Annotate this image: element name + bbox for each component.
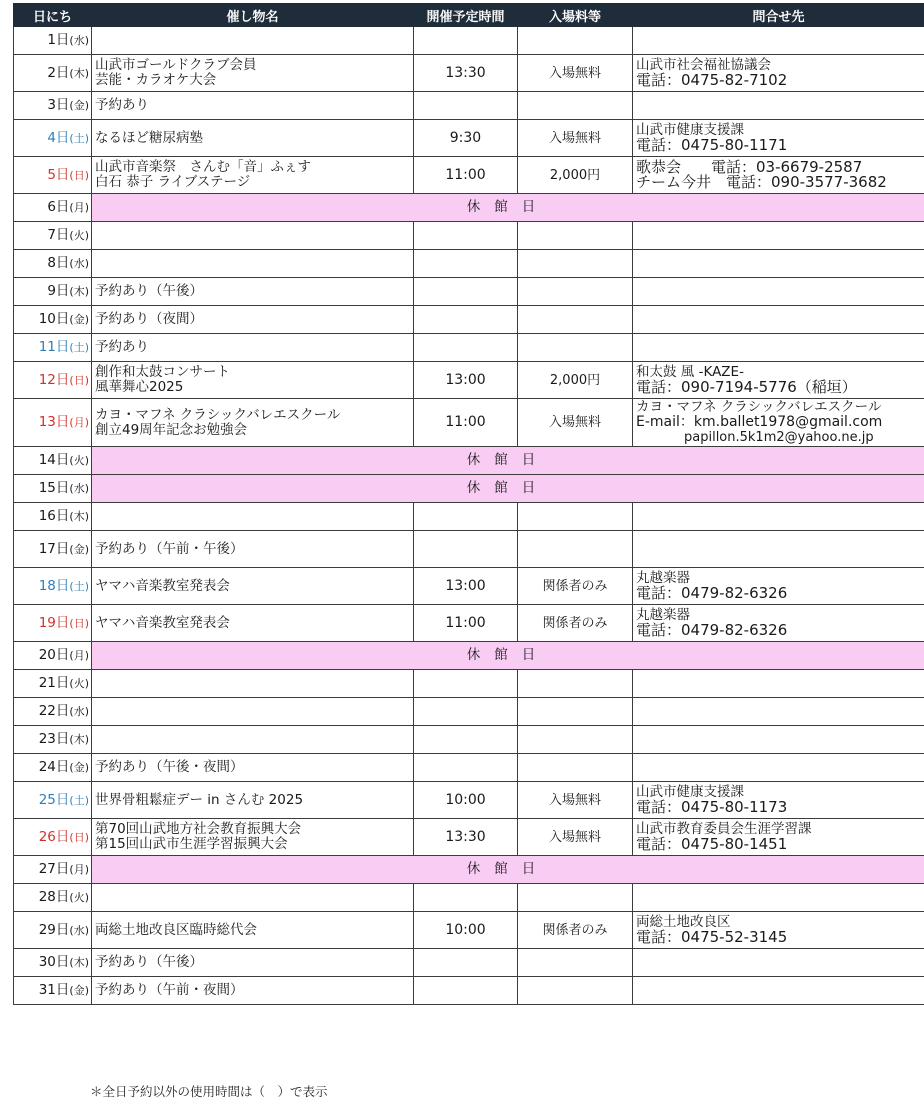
table-row bbox=[14, 334, 924, 362]
day-cell bbox=[14, 278, 92, 306]
event-cell bbox=[92, 250, 414, 278]
weekday-label: (月) bbox=[69, 649, 89, 662]
weekday-label: (水) bbox=[69, 34, 89, 47]
time-cell bbox=[414, 503, 518, 531]
weekday-label: (水) bbox=[69, 923, 89, 937]
table-row bbox=[14, 642, 924, 670]
event-cell bbox=[92, 222, 414, 250]
day-cell bbox=[14, 568, 92, 605]
fee-cell: 関係者のみ bbox=[518, 912, 633, 949]
event-cell bbox=[92, 503, 414, 531]
day-number: 10日 bbox=[38, 311, 70, 327]
event-cell bbox=[92, 726, 414, 754]
time-cell bbox=[414, 250, 518, 278]
weekday-label: (土) bbox=[69, 793, 89, 807]
contact-cell bbox=[633, 782, 924, 819]
event-cell bbox=[92, 157, 414, 194]
day-number: 22日 bbox=[38, 703, 70, 719]
day-number: 24日 bbox=[38, 759, 70, 775]
header-fee: 入場料等 bbox=[518, 4, 633, 27]
event-subtitle: 白石 恭子 ライブステージ bbox=[95, 174, 251, 190]
weekday-label: (火) bbox=[69, 677, 89, 690]
day-number: 13日 bbox=[38, 414, 70, 430]
table-row bbox=[14, 278, 924, 306]
header-event: 催し物名 bbox=[92, 4, 414, 27]
event-cell bbox=[92, 92, 414, 120]
table-row bbox=[14, 447, 924, 475]
event-name: 予約あり bbox=[95, 97, 149, 113]
event-subtitle: 芸能・カラオケ大会 bbox=[95, 72, 217, 88]
table-row bbox=[14, 157, 924, 194]
fee-cell bbox=[518, 92, 633, 120]
event-subtitle: 創立49周年記念お勉強会 bbox=[95, 421, 248, 438]
contact-cell bbox=[633, 568, 924, 605]
time-cell: 10:00 bbox=[414, 912, 518, 949]
schedule-container bbox=[13, 3, 924, 1005]
fee-cell bbox=[518, 306, 633, 334]
time-cell bbox=[414, 754, 518, 782]
event-cell bbox=[92, 949, 414, 977]
weekday-label: (土) bbox=[69, 579, 89, 593]
fee-cell: 入場無料 bbox=[518, 120, 633, 157]
event-cell bbox=[92, 362, 414, 399]
contact-organization: カヨ・マフネ クラシックバレエスクール bbox=[636, 399, 882, 415]
day-number: 26日 bbox=[38, 828, 70, 845]
contact-detail: 電話：0479-82-6326 bbox=[636, 584, 788, 602]
time-cell: 11:00 bbox=[414, 157, 518, 194]
day-cell bbox=[14, 884, 92, 912]
contact-detail: 電話：0475-82-7102 bbox=[636, 71, 788, 89]
event-cell bbox=[92, 568, 414, 605]
day-cell bbox=[14, 912, 92, 949]
time-cell bbox=[414, 306, 518, 334]
fee-cell bbox=[518, 977, 633, 1005]
day-number: 23日 bbox=[38, 731, 70, 747]
event-schedule-table bbox=[13, 3, 924, 1005]
weekday-label: (日) bbox=[69, 830, 89, 844]
event-name: 予約あり（夜間） bbox=[95, 311, 203, 327]
day-number: 28日 bbox=[38, 889, 70, 905]
event-cell bbox=[92, 120, 414, 157]
event-cell bbox=[92, 698, 414, 726]
fee-cell bbox=[518, 250, 633, 278]
contact-cell bbox=[633, 726, 924, 754]
weekday-label: (水) bbox=[69, 482, 89, 495]
weekday-label: (日) bbox=[69, 373, 89, 387]
day-cell bbox=[14, 250, 92, 278]
weekday-label: (土) bbox=[69, 341, 89, 354]
day-cell bbox=[14, 157, 92, 194]
day-cell bbox=[14, 306, 92, 334]
table-row bbox=[14, 306, 924, 334]
weekday-label: (金) bbox=[69, 984, 89, 997]
table-row bbox=[14, 475, 924, 503]
time-cell bbox=[414, 222, 518, 250]
event-cell bbox=[92, 819, 414, 856]
table-row bbox=[14, 819, 924, 856]
weekday-label: (金) bbox=[69, 542, 89, 556]
event-subtitle: 第15回山武市生涯学習振興大会 bbox=[95, 836, 288, 852]
fee-cell: 関係者のみ bbox=[518, 568, 633, 605]
day-number: 21日 bbox=[38, 675, 70, 691]
contact-cell bbox=[633, 605, 924, 642]
day-number: 8日 bbox=[47, 255, 70, 271]
contact-cell bbox=[633, 27, 924, 55]
day-cell bbox=[14, 55, 92, 92]
weekday-label: (月) bbox=[69, 863, 89, 876]
day-number: 15日 bbox=[38, 480, 70, 496]
weekday-label: (木) bbox=[69, 285, 89, 298]
contact-cell bbox=[633, 278, 924, 306]
contact-cell bbox=[633, 92, 924, 120]
day-number: 5日 bbox=[47, 166, 70, 183]
day-cell bbox=[14, 531, 92, 568]
event-name: 両総土地改良区臨時総代会 bbox=[95, 921, 257, 938]
time-cell bbox=[414, 278, 518, 306]
event-cell bbox=[92, 977, 414, 1005]
contact-cell bbox=[633, 362, 924, 399]
contact-cell bbox=[633, 670, 924, 698]
fee-cell: 入場無料 bbox=[518, 399, 633, 447]
contact-cell bbox=[633, 306, 924, 334]
contact-cell bbox=[633, 334, 924, 362]
fee-cell bbox=[518, 503, 633, 531]
table-row bbox=[14, 222, 924, 250]
day-cell bbox=[14, 698, 92, 726]
contact-cell bbox=[633, 977, 924, 1005]
time-cell: 10:00 bbox=[414, 782, 518, 819]
event-cell bbox=[92, 278, 414, 306]
event-name: 予約あり（午前・午後） bbox=[95, 540, 244, 557]
table-row bbox=[14, 250, 924, 278]
day-cell bbox=[14, 362, 92, 399]
time-cell bbox=[414, 977, 518, 1005]
weekday-label: (水) bbox=[69, 257, 89, 270]
day-number: 31日 bbox=[38, 982, 70, 998]
day-number: 14日 bbox=[38, 452, 70, 468]
event-cell bbox=[92, 531, 414, 568]
fee-cell bbox=[518, 27, 633, 55]
day-number: 20日 bbox=[38, 647, 70, 663]
fee-cell bbox=[518, 334, 633, 362]
time-cell bbox=[414, 698, 518, 726]
time-cell: 9:30 bbox=[414, 120, 518, 157]
day-number: 4日 bbox=[47, 129, 70, 146]
table-row bbox=[14, 503, 924, 531]
table-body bbox=[14, 27, 924, 1005]
contact-organization: 山武市健康支援課 bbox=[636, 784, 744, 800]
day-number: 9日 bbox=[47, 283, 70, 299]
day-cell bbox=[14, 92, 92, 120]
weekday-label: (木) bbox=[69, 510, 89, 523]
time-cell bbox=[414, 884, 518, 912]
day-cell bbox=[14, 27, 92, 55]
weekday-label: (火) bbox=[69, 891, 89, 904]
fee-cell: 2,000円 bbox=[518, 157, 633, 194]
time-cell: 13:00 bbox=[414, 362, 518, 399]
table-row bbox=[14, 120, 924, 157]
day-number: 19日 bbox=[38, 614, 70, 631]
time-cell: 13:30 bbox=[414, 55, 518, 92]
event-name: 予約あり（午前・夜間） bbox=[95, 982, 244, 998]
contact-organization: 山武市教育委員会生涯学習課 bbox=[636, 821, 812, 837]
day-cell bbox=[14, 222, 92, 250]
event-name: 予約あり（午後） bbox=[95, 283, 203, 299]
time-cell bbox=[414, 27, 518, 55]
weekday-label: (木) bbox=[69, 733, 89, 746]
table-row bbox=[14, 362, 924, 399]
footnote: ＊全日予約以外の使用時間は（ ）で表示 bbox=[90, 1084, 328, 1099]
weekday-label: (月) bbox=[69, 416, 89, 429]
day-cell bbox=[14, 475, 92, 503]
day-number: 12日 bbox=[38, 371, 70, 388]
day-cell bbox=[14, 503, 92, 531]
weekday-label: (木) bbox=[69, 66, 89, 80]
fee-cell: 入場無料 bbox=[518, 819, 633, 856]
day-cell bbox=[14, 120, 92, 157]
event-subtitle: 風華舞心2025 bbox=[95, 379, 184, 395]
contact-organization: 両総土地改良区 bbox=[636, 914, 731, 930]
contact-cell bbox=[633, 912, 924, 949]
event-name: 世界骨粗鬆症デー in さんむ 2025 bbox=[95, 791, 304, 808]
day-number: 11日 bbox=[38, 339, 70, 355]
table-row bbox=[14, 949, 924, 977]
table-row bbox=[14, 912, 924, 949]
table-row bbox=[14, 55, 924, 92]
contact-cell bbox=[633, 949, 924, 977]
day-number: 16日 bbox=[38, 508, 70, 524]
closed-day-cell: 休館日 bbox=[92, 194, 924, 222]
event-name: カヨ・マフネ クラシックバレエスクール bbox=[95, 406, 341, 423]
day-number: 29日 bbox=[38, 921, 70, 938]
closed-day-cell: 休館日 bbox=[92, 856, 924, 884]
event-name: なるほど糖尿病塾 bbox=[95, 129, 203, 146]
contact-detail: 電話：0475-52-3145 bbox=[636, 928, 788, 946]
contact-detail: 電話：090-7194-5776（稲垣） bbox=[636, 378, 857, 396]
fee-cell bbox=[518, 278, 633, 306]
header-day: 日にち bbox=[14, 4, 92, 27]
day-cell bbox=[14, 726, 92, 754]
table-row bbox=[14, 726, 924, 754]
event-name: ヤマハ音楽教室発表会 bbox=[95, 614, 230, 631]
event-cell bbox=[92, 55, 414, 92]
fee-cell: 2,000円 bbox=[518, 362, 633, 399]
weekday-label: (金) bbox=[69, 761, 89, 774]
contact-cell bbox=[633, 250, 924, 278]
fee-cell bbox=[518, 698, 633, 726]
weekday-label: (日) bbox=[69, 168, 89, 182]
table-row bbox=[14, 568, 924, 605]
time-cell bbox=[414, 92, 518, 120]
time-cell: 11:00 bbox=[414, 399, 518, 447]
event-cell bbox=[92, 754, 414, 782]
day-cell bbox=[14, 642, 92, 670]
contact-organization: 山武市健康支援課 bbox=[636, 122, 744, 138]
day-cell bbox=[14, 754, 92, 782]
day-number: 6日 bbox=[47, 199, 70, 215]
event-name: 予約あり（午後・夜間） bbox=[95, 759, 244, 775]
time-cell bbox=[414, 670, 518, 698]
contact-organization: 和太鼓 風 -KAZE- bbox=[636, 364, 744, 380]
day-cell bbox=[14, 447, 92, 475]
day-cell bbox=[14, 782, 92, 819]
fee-cell: 関係者のみ bbox=[518, 605, 633, 642]
day-number: 27日 bbox=[38, 861, 70, 877]
day-number: 18日 bbox=[38, 577, 70, 594]
contact-cell bbox=[633, 503, 924, 531]
contact-detail: 電話：0479-82-6326 bbox=[636, 621, 788, 639]
contact-organization: 丸越楽器 bbox=[636, 607, 690, 623]
event-name: 予約あり（午後） bbox=[95, 954, 203, 970]
time-cell bbox=[414, 531, 518, 568]
event-cell bbox=[92, 399, 414, 447]
contact-cell bbox=[633, 884, 924, 912]
day-cell bbox=[14, 334, 92, 362]
table-row bbox=[14, 670, 924, 698]
time-cell: 13:00 bbox=[414, 568, 518, 605]
fee-cell bbox=[518, 531, 633, 568]
table-row bbox=[14, 754, 924, 782]
contact-organization: 歌恭会 電話：03-6679-2587 bbox=[636, 158, 863, 176]
contact-detail: チーム今井 電話：090-3577-3682 bbox=[636, 173, 887, 191]
contact-detail: E-mail：km.ballet1978@gmail.com bbox=[636, 414, 883, 430]
event-name: 創作和太鼓コンサート bbox=[95, 364, 230, 380]
event-cell bbox=[92, 605, 414, 642]
day-number: 7日 bbox=[47, 227, 70, 243]
table-row bbox=[14, 884, 924, 912]
table-row bbox=[14, 856, 924, 884]
contact-cell bbox=[633, 754, 924, 782]
event-cell bbox=[92, 306, 414, 334]
day-number: 2日 bbox=[47, 64, 70, 81]
header-contact: 問合せ先 bbox=[633, 4, 924, 27]
table-row bbox=[14, 605, 924, 642]
contact-cell bbox=[633, 531, 924, 568]
table-row bbox=[14, 92, 924, 120]
contact-detail: 電話：0475-80-1173 bbox=[636, 798, 788, 816]
day-cell bbox=[14, 399, 92, 447]
table-header-row bbox=[14, 4, 924, 27]
table-row bbox=[14, 977, 924, 1005]
day-number: 3日 bbox=[47, 97, 70, 113]
weekday-label: (金) bbox=[69, 313, 89, 326]
contact-cell bbox=[633, 55, 924, 92]
day-number: 1日 bbox=[47, 32, 70, 48]
day-cell bbox=[14, 194, 92, 222]
contact-cell bbox=[633, 819, 924, 856]
weekday-label: (木) bbox=[69, 956, 89, 969]
table-row bbox=[14, 27, 924, 55]
time-cell: 13:30 bbox=[414, 819, 518, 856]
event-name: 山武市ゴールドクラブ会員 bbox=[95, 57, 257, 73]
weekday-label: (土) bbox=[69, 131, 89, 145]
contact-detail: 電話：0475-80-1451 bbox=[636, 835, 788, 853]
contact-cell bbox=[633, 399, 924, 447]
fee-cell: 入場無料 bbox=[518, 55, 633, 92]
day-cell bbox=[14, 605, 92, 642]
event-name: 予約あり bbox=[95, 339, 149, 355]
time-cell bbox=[414, 949, 518, 977]
weekday-label: (金) bbox=[69, 99, 89, 112]
table-row bbox=[14, 399, 924, 447]
day-cell bbox=[14, 949, 92, 977]
contact-cell bbox=[633, 222, 924, 250]
table-row bbox=[14, 782, 924, 819]
weekday-label: (月) bbox=[69, 201, 89, 214]
event-name: 第70回山武地方社会教育振興大会 bbox=[95, 821, 302, 837]
day-number: 17日 bbox=[38, 540, 70, 557]
closed-day-cell: 休館日 bbox=[92, 447, 924, 475]
event-cell bbox=[92, 782, 414, 819]
day-number: 30日 bbox=[38, 954, 70, 970]
fee-cell bbox=[518, 949, 633, 977]
fee-cell: 入場無料 bbox=[518, 782, 633, 819]
day-number: 25日 bbox=[38, 791, 70, 808]
day-cell bbox=[14, 670, 92, 698]
contact-organization: 山武市社会福祉協議会 bbox=[636, 57, 771, 73]
day-cell bbox=[14, 977, 92, 1005]
closed-day-cell: 休館日 bbox=[92, 475, 924, 503]
day-cell bbox=[14, 819, 92, 856]
time-cell bbox=[414, 726, 518, 754]
event-cell bbox=[92, 27, 414, 55]
table-row bbox=[14, 194, 924, 222]
event-cell bbox=[92, 884, 414, 912]
fee-cell bbox=[518, 222, 633, 250]
day-cell bbox=[14, 856, 92, 884]
weekday-label: (火) bbox=[69, 454, 89, 467]
time-cell: 11:00 bbox=[414, 605, 518, 642]
contact-cell bbox=[633, 698, 924, 726]
weekday-label: (火) bbox=[69, 229, 89, 242]
contact-detail: 電話：0475-80-1171 bbox=[636, 136, 788, 154]
table-row bbox=[14, 698, 924, 726]
event-cell bbox=[92, 670, 414, 698]
weekday-label: (水) bbox=[69, 705, 89, 718]
contact-cell bbox=[633, 157, 924, 194]
fee-cell bbox=[518, 754, 633, 782]
event-cell bbox=[92, 334, 414, 362]
table-row bbox=[14, 531, 924, 568]
fee-cell bbox=[518, 726, 633, 754]
event-name: 山武市音楽祭 さんむ「音」ふぇす bbox=[95, 159, 311, 175]
fee-cell bbox=[518, 884, 633, 912]
fee-cell bbox=[518, 670, 633, 698]
header-time: 開催予定時間 bbox=[414, 4, 518, 27]
contact-organization: 丸越楽器 bbox=[636, 570, 690, 586]
event-name: ヤマハ音楽教室発表会 bbox=[95, 577, 230, 594]
contact-detail: papillon.5k1m2@yahoo.ne.jp bbox=[684, 430, 874, 445]
time-cell bbox=[414, 334, 518, 362]
event-cell bbox=[92, 912, 414, 949]
closed-day-cell: 休館日 bbox=[92, 642, 924, 670]
contact-cell bbox=[633, 120, 924, 157]
weekday-label: (日) bbox=[69, 616, 89, 630]
